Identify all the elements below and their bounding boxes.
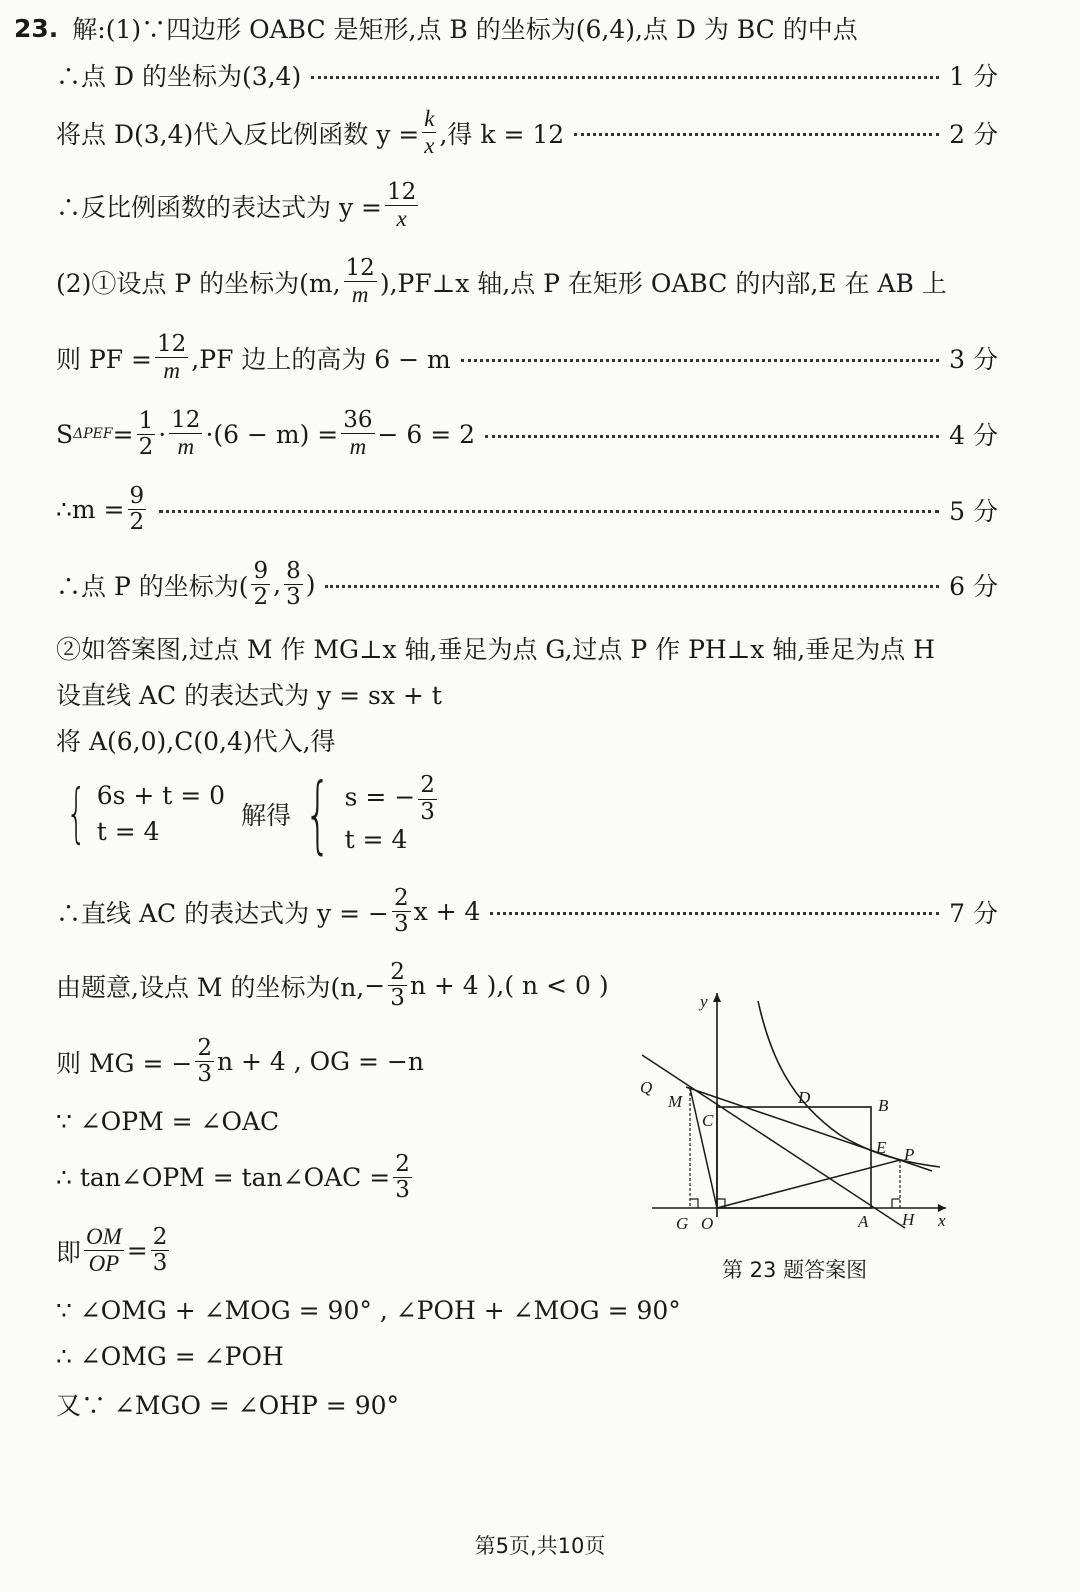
dot-operator: · [158,419,167,449]
score-3: 3 分 [949,345,998,375]
label-g: G [676,1214,689,1233]
ratio-line [56,1224,172,1278]
line-ac-setup-text: 设直线 AC 的表达式为 y = sx + t [56,681,442,710]
page-footer: 第5页,共10页 [474,1534,606,1558]
equals-sign: = [126,1236,148,1266]
solution-s: s = − [344,782,416,812]
tan-left: ∴ tan∠OPM = tan∠OAC = [56,1163,391,1193]
system-solution: { s = − $\frac{2}{3}$ t = 4 [291,772,440,856]
fraction-om-over-op: $\frac{OM}{OP}$ [86,1224,122,1277]
step-1 [56,57,998,93]
p-left: ∴点 P 的坐标为( [56,571,249,601]
label-d: D [798,1088,811,1107]
leader-dots [485,435,939,438]
label-h: H [902,1210,915,1229]
p-right: ) [305,570,316,600]
angle-conclusion-text: ∴ ∠OMG = ∠POH [56,1342,284,1371]
score-7: 7 分 [949,898,998,928]
m-point-right: n + 4 ),( n < 0 ) [409,971,609,1001]
tan-line [56,1152,415,1204]
line-ac-setup [56,676,442,712]
label-e: E [876,1138,887,1157]
problem-number: 23. [14,13,59,43]
figure-caption: 第 23 题答案图 [722,1258,868,1282]
area-s: S [56,419,74,449]
fraction-9-over-2: $\frac{9}{2}$ [253,558,269,611]
fraction-9-over-2: $\frac{9}{2}$ [129,483,145,536]
fraction-pf: $\frac{12}{m}$ [157,331,187,384]
step-1-text: ∴点 D 的坐标为(3,4) [56,62,302,91]
score-1: 1 分 [949,62,998,91]
score-2: 2 分 [949,119,998,149]
fraction-36-over-m: $\frac{36}{m}$ [343,407,373,460]
label-c: C [702,1111,714,1130]
right-angles [56,1386,399,1422]
ratio-left: 即 [56,1237,82,1267]
part-2b [56,630,935,666]
m-point-left: 由题意,设点 M 的坐标为(n, [56,972,365,1002]
leader-dots [159,510,939,513]
area-mid: ·(6 − m) = [205,419,339,449]
step-3 [56,180,421,233]
minus-sign: − [364,971,386,1001]
part-2b-text: ②如答案图,过点 M 作 MG⊥x 轴,垂足为点 G,过点 P 作 PH⊥x 轴,垂足为点 H [56,635,935,664]
fraction-8-over-3: $\frac{8}{3}$ [286,558,301,611]
step-2 [56,106,998,160]
area-subscript: ΔPEF [73,426,113,443]
y-axis-arrow [713,993,721,1002]
m-value [56,484,998,536]
fraction-12-over-x: $\frac{12}{x}$ [386,179,417,232]
score-6: 6 分 [949,571,998,601]
mg-left: 则 MG = − [56,1048,193,1078]
step-4-right: ,PF 边上的高为 6 − m [191,345,451,375]
line-ac [642,1055,905,1228]
segment-om [690,1088,717,1208]
segment-op [717,1160,900,1208]
area-formula [56,408,998,461]
part-2-right: ),PF⊥x 轴,点 P 在矩形 OABC 的内部,E 在 AB 上 [379,269,947,299]
fraction-2-over-3: $\frac{2}{3}$ [395,1151,410,1204]
part-2-intro [56,256,947,309]
mg-line [56,1036,424,1088]
ac-left: ∴直线 AC 的表达式为 y = − [56,898,389,928]
label-m: M [668,1092,683,1111]
intro-line [14,10,858,46]
answer-figure [640,985,960,1245]
label-q: Q [640,1078,653,1097]
solution-intro: 解:(1)∵四边形 OABC 是矩形,点 B 的坐标为(6,4),点 D 为 BC 的中点 [72,15,858,44]
right-angle-g [690,1199,698,1208]
label-x: x [938,1211,946,1230]
leader-dots [461,359,939,362]
m-point [56,960,609,1012]
fraction-k-over-x: $\frac{k}{x}$ [424,106,435,159]
step-3-left: ∴反比例函数的表达式为 y = [56,193,382,223]
fraction-half: $\frac{1}{2}$ [138,407,154,460]
fraction-12-over-m: $\frac{12}{m}$ [345,255,375,308]
solve-label: 解得 [241,801,292,830]
label-y: y [700,992,708,1011]
label-o: O [701,1214,714,1233]
part-2-left: (2)①设点 P 的坐标为(m, [56,269,341,299]
leader-dots [574,133,939,136]
angle-eq-text: ∵ ∠OPM = ∠OAC [56,1107,280,1136]
mg-right: n + 4 , OG = −n [216,1047,424,1077]
substitute-text: 将 A(6,0),C(0,4)代入,得 [56,727,336,756]
sum-angles-text: ∵ ∠OMG + ∠MOG = 90° , ∠POH + ∠MOG = 90° [56,1296,681,1325]
angle-conclusion [56,1342,284,1371]
area-right: − 6 = 2 [377,419,476,449]
system-eq-2: t = 4 [96,817,160,846]
rectangle-oabc [717,1107,871,1208]
system-original: { 6s + t = 0 t = 4 [66,777,226,851]
equation-systems [56,765,440,863]
fraction-2-over-3: $\frac{2}{3}$ [197,1035,212,1088]
label-b: B [878,1096,889,1115]
ac-expression [56,886,998,938]
fraction-2-over-3: $\frac{2}{3}$ [152,1224,168,1277]
fraction-12-over-m: $\frac{12}{m}$ [171,407,201,460]
sum-angles [56,1296,681,1325]
leader-dots [490,912,939,915]
score-5: 5 分 [949,496,998,526]
score-4: 4 分 [949,421,998,451]
step-2-right: ,得 k = 12 [439,119,565,149]
label-p: P [904,1145,915,1164]
fraction-2-over-3: $\frac{2}{3}$ [390,959,405,1012]
fraction-2-over-3: $\frac{2}{3}$ [393,885,409,938]
right-angles-text: 又∵ ∠MGO = ∠OHP = 90° [56,1391,400,1420]
step-4 [56,332,998,385]
m-left: ∴m = [56,495,125,525]
angle-eq [56,1107,279,1136]
solution-t: t = 4 [344,824,408,854]
label-a: A [858,1212,869,1231]
leader-dots [325,585,939,588]
equals-sign: = [112,419,134,449]
p-coordinates [56,559,998,611]
step-2-left: 将点 D(3,4)代入反比例函数 y = [56,119,420,149]
system-eq-1: 6s + t = 0 [96,780,226,810]
step-4-left: 则 PF = [56,345,153,375]
ac-right: x + 4 [413,897,481,927]
comma: , [273,570,282,600]
substitute [56,722,336,758]
leader-dots [311,76,939,79]
